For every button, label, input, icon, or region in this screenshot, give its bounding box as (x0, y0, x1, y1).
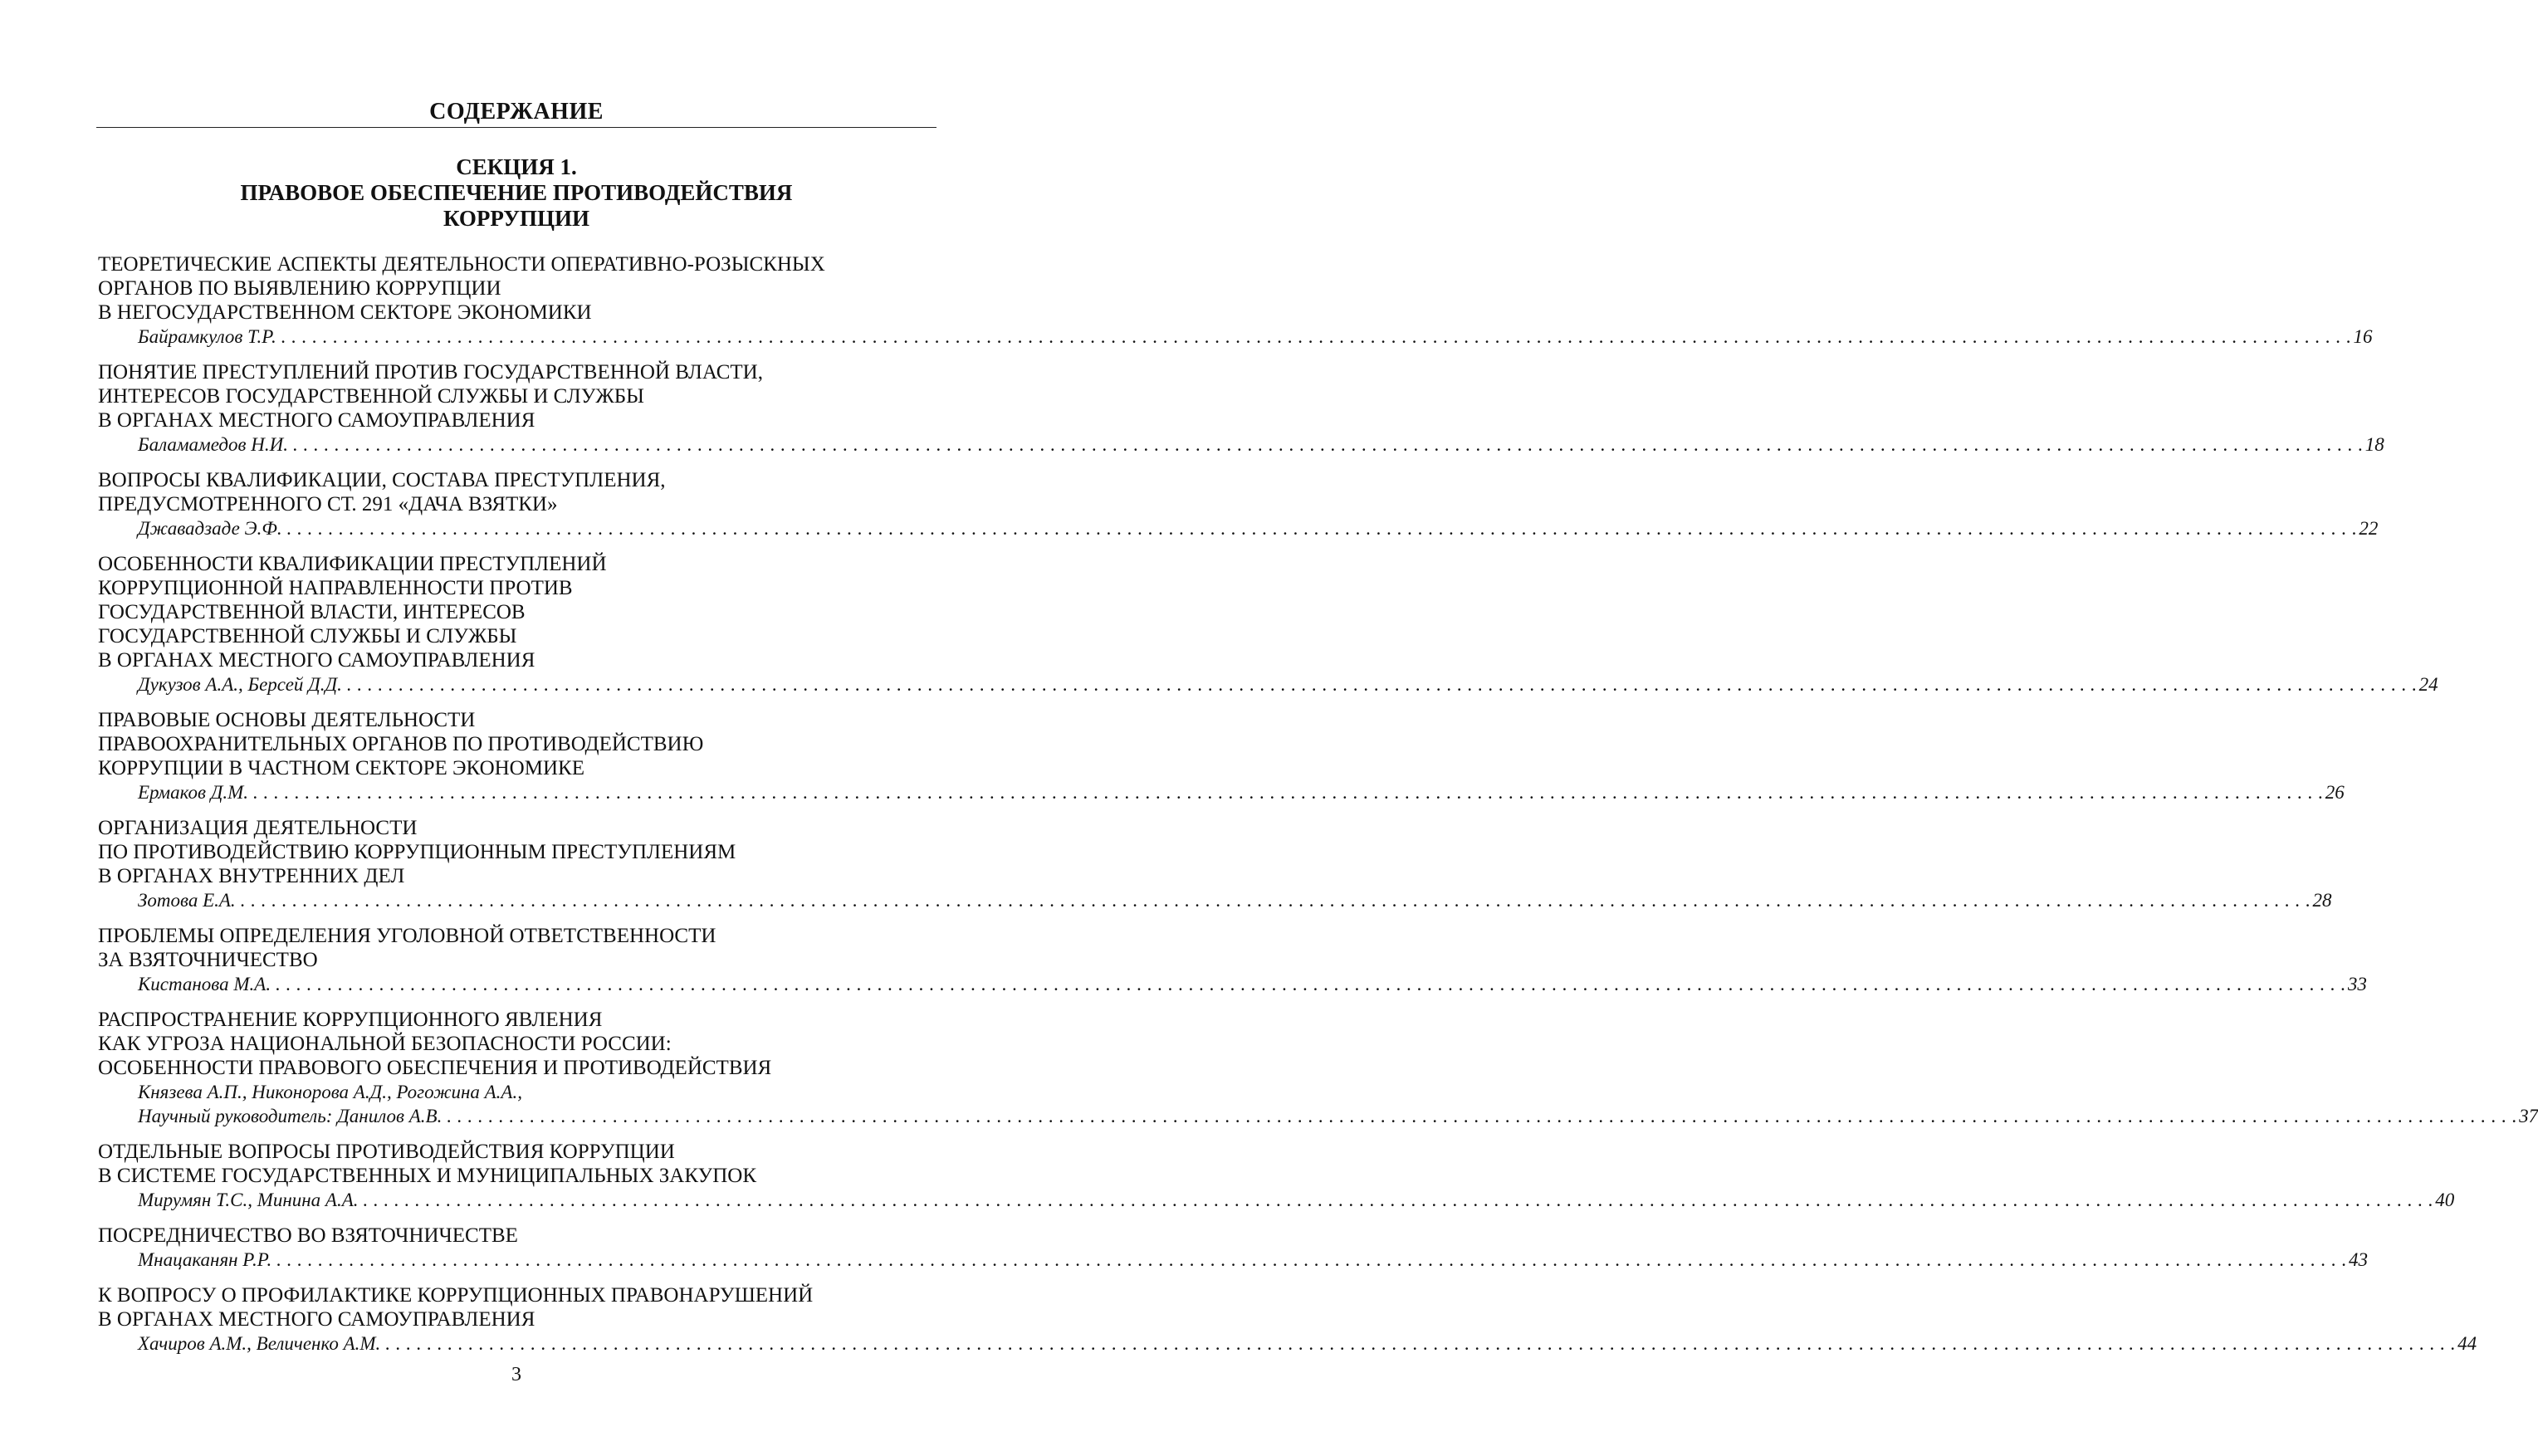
toc-entry-title-line: ОРГАНОВ ПО ВЫЯВЛЕНИЮ КОРРУПЦИИ (98, 277, 501, 300)
toc-entry-title (98, 360, 935, 432)
toc-entry-title-line: В ОРГАНАХ ВНУТРЕННИХ ДЕЛ (98, 865, 405, 887)
toc-entry-title-line: ОСОБЕННОСТИ ПРАВОВОГО ОБЕСПЕЧЕНИЯ И ПРОТИВОДЕЙСТВИЯ (98, 1057, 772, 1079)
toc-entry[interactable] (98, 1224, 2369, 1272)
toc-entry-page: 44 (2457, 1333, 2477, 1354)
toc-entry[interactable] (98, 708, 2345, 804)
toc-entry-title (98, 1140, 935, 1188)
dot-leader: . . . . . . . . . . . . . . . . . . . . . . . . . . . . . . . . . . . . . . . . . . . . . . . . . . . . . . . . . . . . . . . . . . . . . . . . . . . . . . . . . . . . . . . . . . . . . . . . . . . . . . . . . . . . . . . . . . . . . . . . . . . . . . . . . . . . . . . . . . . . . . . . . . . . . . . . . . . . . . . . . . . . . . . . . . . . . . . . . . . . . . . . . . . . . . . . . . . . . . . . (253, 782, 2324, 803)
toc-entry-title-line: В СИСТЕМЕ ГОСУДАРСТВЕННЫХ И МУНИЦИПАЛЬНЫХ ЗАКУПОК (98, 1165, 757, 1187)
toc-entry[interactable] (98, 360, 2384, 457)
toc-entry-author-line (98, 1248, 2369, 1272)
toc-entry-page: 26 (2325, 782, 2345, 803)
toc-entry-page: 28 (2312, 890, 2332, 911)
toc-entry-title-line: В ОРГАНАХ МЕСТНОГО САМОУПРАВЛЕНИЯ (98, 649, 535, 672)
toc-entry[interactable] (98, 252, 2373, 349)
toc-entry-authors: Зотова Е.А. (138, 890, 236, 911)
toc-entry-authors: Князева А.П., Никонорова А.Д., Рогожина А.А., (138, 1082, 522, 1102)
section-title-line: ПРАВОВОЕ ОБЕСПЕЧЕНИЕ ПРОТИВОДЕЙСТВИЯ (240, 180, 793, 205)
toc-entry[interactable] (98, 468, 2379, 540)
toc-entry-title (98, 816, 935, 888)
toc-entry-author-line (98, 1331, 2477, 1356)
toc-entry-page: 22 (2359, 518, 2379, 539)
toc-entry-authors: Мирумян Т.С., Минина А.А. (138, 1190, 359, 1210)
dot-leader: . . . . . . . . . . . . . . . . . . . . . . . . . . . . . . . . . . . . . . . . . . . . . . . . . . . . . . . . . . . . . . . . . . . . . . . . . . . . . . . . . . . . . . . . . . . . . . . . . . . . . . . . . . . . . . . . . . . . . . . . . . . . . . . . . . . . . . . . . . . . . . . . . . . . . . . . . . . . . . . . . . . . . . . . . . . . . . . . . . . . . . . . . . . . . . . . . . . . . . . . (292, 434, 2364, 455)
toc-entry-authors: Кистанова М.А. (138, 974, 271, 994)
toc-entry-author-line (98, 325, 2373, 349)
toc-entry-title (98, 252, 935, 325)
dot-leader: . . . . . . . . . . . . . . . . . . . . . . . . . . . . . . . . . . . . . . . . . . . . . . . . . . . . . . . . . . . . . . . . . . . . . . . . . . . . . . . . . . . . . . . . . . . . . . . . . . . . . . . . . . . . . . . . . . . . . . . . . . . . . . . . . . . . . . . . . . . . . . . . . . . . . . . . . . . . . . . . . . . . . . . . . . . . . . . . . . . . . . . . . . . . . . . . . . . . . . . . (286, 518, 2358, 539)
toc-entry-title (98, 552, 935, 672)
toc-entry-page: 16 (2353, 326, 2373, 347)
toc-entry-author-line (98, 1104, 2538, 1128)
toc-entry-page: 24 (2418, 674, 2438, 695)
toc-entry-title (98, 1224, 935, 1248)
toc-entry-author-line (98, 972, 2367, 996)
section-title-line: КОРРУПЦИИ (443, 206, 590, 231)
dot-leader: . . . . . . . . . . . . . . . . . . . . . . . . . . . . . . . . . . . . . . . . . . . . . . . . . . . . . . . . . . . . . . . . . . . . . . . . . . . . . . . . . . . . . . . . . . . . . . . . . . . . . . . . . . . . . . . . . . . . . . . . . . . . . . . . . . . . . . . . . . . . . . . . . . . . . . . . . . . . . . . . . . . . . . . . . . . . . . . . . . . . . . . . . . . . . . . . . . . . . . . . (281, 326, 2352, 347)
toc-entry[interactable] (98, 924, 2367, 996)
toc-entry[interactable] (98, 816, 2332, 912)
toc-entry-authors: Джавадзаде Э.Ф. (138, 518, 282, 539)
dot-leader: . . . . . . . . . . . . . . . . . . . . . . . . . . . . . . . . . . . . . . . . . . . . . . . . . . . . . . . . . . . . . . . . . . . . . . . . . . . . . . . . . . . . . . . . . . . . . . . . . . . . . . . . . . . . . . . . . . . . . . . . . . . . . . . . . . . . . . . . . . . . . . . . . . . . . . . . . . . . . . . . . . . . . . . . . . . . . . . . . . . . . . . . . . . . . . . . . . . . . . . . (385, 1333, 2457, 1354)
toc-entry-title-line: ПРАВОВЫЕ ОСНОВЫ ДЕЯТЕЛЬНОСТИ (98, 709, 476, 731)
toc-entry-title-line: ПОНЯТИЕ ПРЕСТУПЛЕНИЙ ПРОТИВ ГОСУДАРСТВЕННОЙ ВЛАСТИ, (98, 361, 763, 384)
dot-leader: . . . . . . . . . . . . . . . . . . . . . . . . . . . . . . . . . . . . . . . . . . . . . . . . . . . . . . . . . . . . . . . . . . . . . . . . . . . . . . . . . . . . . . . . . . . . . . . . . . . . . . . . . . . . . . . . . . . . . . . . . . . . . . . . . . . . . . . . . . . . . . . . . . . . . . . . . . . . . . . . . . . . . . . . . . . . . . . . . . . . . . . . . . . . . . . . . . . . . . . . (276, 1249, 2348, 1270)
toc-entry-page: 33 (2347, 974, 2367, 994)
toc-entry[interactable] (98, 1283, 2477, 1356)
toc-entry-title-line: ГОСУДАРСТВЕННОЙ ВЛАСТИ, ИНТЕРЕСОВ (98, 601, 526, 623)
toc-entry-title-line: КОРРУПЦИОННОЙ НАПРАВЛЕННОСТИ ПРОТИВ (98, 577, 573, 599)
toc-entry-title-line: ВОПРОСЫ КВАЛИФИКАЦИИ, СОСТАВА ПРЕСТУПЛЕНИЯ, (98, 469, 666, 491)
section-heading (96, 154, 936, 232)
toc-entry-author-line (98, 888, 2332, 912)
title-divider (96, 127, 936, 128)
toc-entry-author-line (98, 780, 2345, 804)
toc-entry-title (98, 1008, 935, 1080)
toc-entry-title (98, 924, 935, 972)
toc-entry-author-line (98, 432, 2384, 457)
toc-entry-authors: Хачиров А.М., Величенко А.М. (138, 1333, 381, 1354)
section-number: СЕКЦИЯ 1. (456, 154, 577, 179)
dot-leader: . . . . . . . . . . . . . . . . . . . . . . . . . . . . . . . . . . . . . . . . . . . . . . . . . . . . . . . . . . . . . . . . . . . . . . . . . . . . . . . . . . . . . . . . . . . . . . . . . . . . . . . . . . . . . . . . . . . . . . . . . . . . . . . . . . . . . . . . . . . . . . . . . . . . . . . . . . . . . . . . . . . . . . . . . . . . . . . . . . . . . . . . . . . . . . . . . . . . . . . . (276, 974, 2346, 994)
toc-entry-title-line: В НЕГОСУДАРСТВЕННОМ СЕКТОРЕ ЭКОНОМИКИ (98, 301, 592, 324)
toc-entry-title-line: К ВОПРОСУ О ПРОФИЛАКТИКЕ КОРРУПЦИОННЫХ ПРАВОНАРУШЕНИЙ (98, 1284, 814, 1307)
toc-entry-title (98, 1283, 935, 1331)
contents-title: СОДЕРЖАНИЕ (429, 99, 604, 125)
toc-entry-title-line: ПОСРЕДНИЧЕСТВО ВО ВЗЯТОЧНИЧЕСТВЕ (98, 1224, 518, 1247)
toc-entry-author-line (98, 672, 2438, 696)
toc-entry-title-line: КАК УГРОЗА НАЦИОНАЛЬНОЙ БЕЗОПАСНОСТИ РОССИИ: (98, 1033, 672, 1055)
toc-entry-title-line: ТЕОРЕТИЧЕСКИЕ АСПЕКТЫ ДЕЯТЕЛЬНОСТИ ОПЕРАТИВНО-РОЗЫСКНЫХ (98, 253, 825, 276)
dot-leader: . . . . . . . . . . . . . . . . . . . . . . . . . . . . . . . . . . . . . . . . . . . . . . . . . . . . . . . . . . . . . . . . . . . . . . . . . . . . . . . . . . . . . . . . . . . . . . . . . . . . . . . . . . . . . . . . . . . . . . . . . . . . . . . . . . . . . . . . . . . . . . . . . . . . . . . . . . . . . . . . . . . . . . . . . . . . . . . . . . . . . . . . . . . . . . . . . . . . . . . . (240, 890, 2311, 911)
toc-entry-title-line: КОРРУПЦИИ В ЧАСТНОМ СЕКТОРЕ ЭКОНОМИКЕ (98, 757, 584, 779)
toc-entry-title (98, 468, 935, 516)
toc-entry-page: 37 (2519, 1106, 2538, 1126)
toc-entry-authors: Баламамедов Н.И. (138, 434, 288, 455)
toc-entry-authors: Дукузов А.А., Берсей Д.Д. (138, 674, 342, 695)
toc-entry-title (98, 708, 935, 780)
toc-entry[interactable] (98, 1008, 2538, 1128)
toc-entry-authors: Мнацаканян Р.Р. (138, 1249, 272, 1270)
toc-entry-page: 18 (2364, 434, 2384, 455)
toc-entry-authors: Байрамкулов Т.Р. (138, 326, 276, 347)
toc-entry-title-line: ИНТЕРЕСОВ ГОСУДАРСТВЕННОЙ СЛУЖБЫ И СЛУЖБЫ (98, 385, 644, 408)
dot-leader: . . . . . . . . . . . . . . . . . . . . . . . . . . . . . . . . . . . . . . . . . . . . . . . . . . . . . . . . . . . . . . . . . . . . . . . . . . . . . . . . . . . . . . . . . . . . . . . . . . . . . . . . . . . . . . . . . . . . . . . . . . . . . . . . . . . . . . . . . . . . . . . . . . . . . . . . . . . . . . . . . . . . . . . . . . . . . . . . . . . . . . . . . . . . . . . . . . . . . . . . (447, 1106, 2518, 1126)
toc-entry-title-line: ПРАВООХРАНИТЕЛЬНЫХ ОРГАНОВ ПО ПРОТИВОДЕЙСТВИЮ (98, 733, 704, 755)
toc-entry-title-line: В ОРГАНАХ МЕСТНОГО САМОУПРАВЛЕНИЯ (98, 1308, 535, 1331)
toc-entry[interactable] (98, 1140, 2455, 1212)
toc-entry[interactable] (98, 552, 2438, 696)
toc-entry-title-line: ГОСУДАРСТВЕННОЙ СЛУЖБЫ И СЛУЖБЫ (98, 625, 517, 647)
toc-entry-title-line: ПРЕДУСМОТРЕННОГО СТ. 291 «ДАЧА ВЗЯТКИ» (98, 493, 558, 515)
toc-entry-title-line: ПО ПРОТИВОДЕЙСТВИЮ КОРРУПЦИОННЫМ ПРЕСТУПЛЕНИЯМ (98, 841, 736, 863)
toc-entry-author-line (98, 1188, 2455, 1212)
page-number: 3 (511, 1364, 521, 1385)
toc-entry-page: 43 (2349, 1249, 2369, 1270)
toc-entry-page: 40 (2435, 1190, 2455, 1210)
toc-entry-title-line: ЗА ВЗЯТОЧНИЧЕСТВО (98, 949, 318, 971)
dot-leader: . . . . . . . . . . . . . . . . . . . . . . . . . . . . . . . . . . . . . . . . . . . . . . . . . . . . . . . . . . . . . . . . . . . . . . . . . . . . . . . . . . . . . . . . . . . . . . . . . . . . . . . . . . . . . . . . . . . . . . . . . . . . . . . . . . . . . . . . . . . . . . . . . . . . . . . . . . . . . . . . . . . . . . . . . . . . . . . . . . . . . . . . . . . . . . . . . . . . . . . . (363, 1190, 2434, 1210)
toc-entry-title-line: РАСПРОСТРАНЕНИЕ КОРРУПЦИОННОГО ЯВЛЕНИЯ (98, 1009, 603, 1031)
table-of-contents (98, 252, 2538, 1367)
toc-entry-title-line: ПРОБЛЕМЫ ОПРЕДЕЛЕНИЯ УГОЛОВНОЙ ОТВЕТСТВЕННОСТИ (98, 925, 716, 947)
toc-entry-authors: Научный руководитель: Данилов А.В. (138, 1106, 443, 1126)
dot-leader: . . . . . . . . . . . . . . . . . . . . . . . . . . . . . . . . . . . . . . . . . . . . . . . . . . . . . . . . . . . . . . . . . . . . . . . . . . . . . . . . . . . . . . . . . . . . . . . . . . . . . . . . . . . . . . . . . . . . . . . . . . . . . . . . . . . . . . . . . . . . . . . . . . . . . . . . . . . . . . . . . . . . . . . . . . . . . . . . . . . . . . . . . . . . . . . . . . . . . . . . (346, 674, 2418, 695)
document-page (96, 0, 2538, 1456)
toc-entry-title-line: ОТДЕЛЬНЫЕ ВОПРОСЫ ПРОТИВОДЕЙСТВИЯ КОРРУПЦИИ (98, 1141, 675, 1163)
toc-entry-title-line: ОРГАНИЗАЦИЯ ДЕЯТЕЛЬНОСТИ (98, 817, 418, 839)
toc-entry-authors: Ермаков Д.М. (138, 782, 248, 803)
toc-entry-title-line: В ОРГАНАХ МЕСТНОГО САМОУПРАВЛЕНИЯ (98, 409, 535, 432)
toc-entry-author-line (98, 516, 2379, 540)
toc-entry-title-line: ОСОБЕННОСТИ КВАЛИФИКАЦИИ ПРЕСТУПЛЕНИЙ (98, 553, 607, 575)
